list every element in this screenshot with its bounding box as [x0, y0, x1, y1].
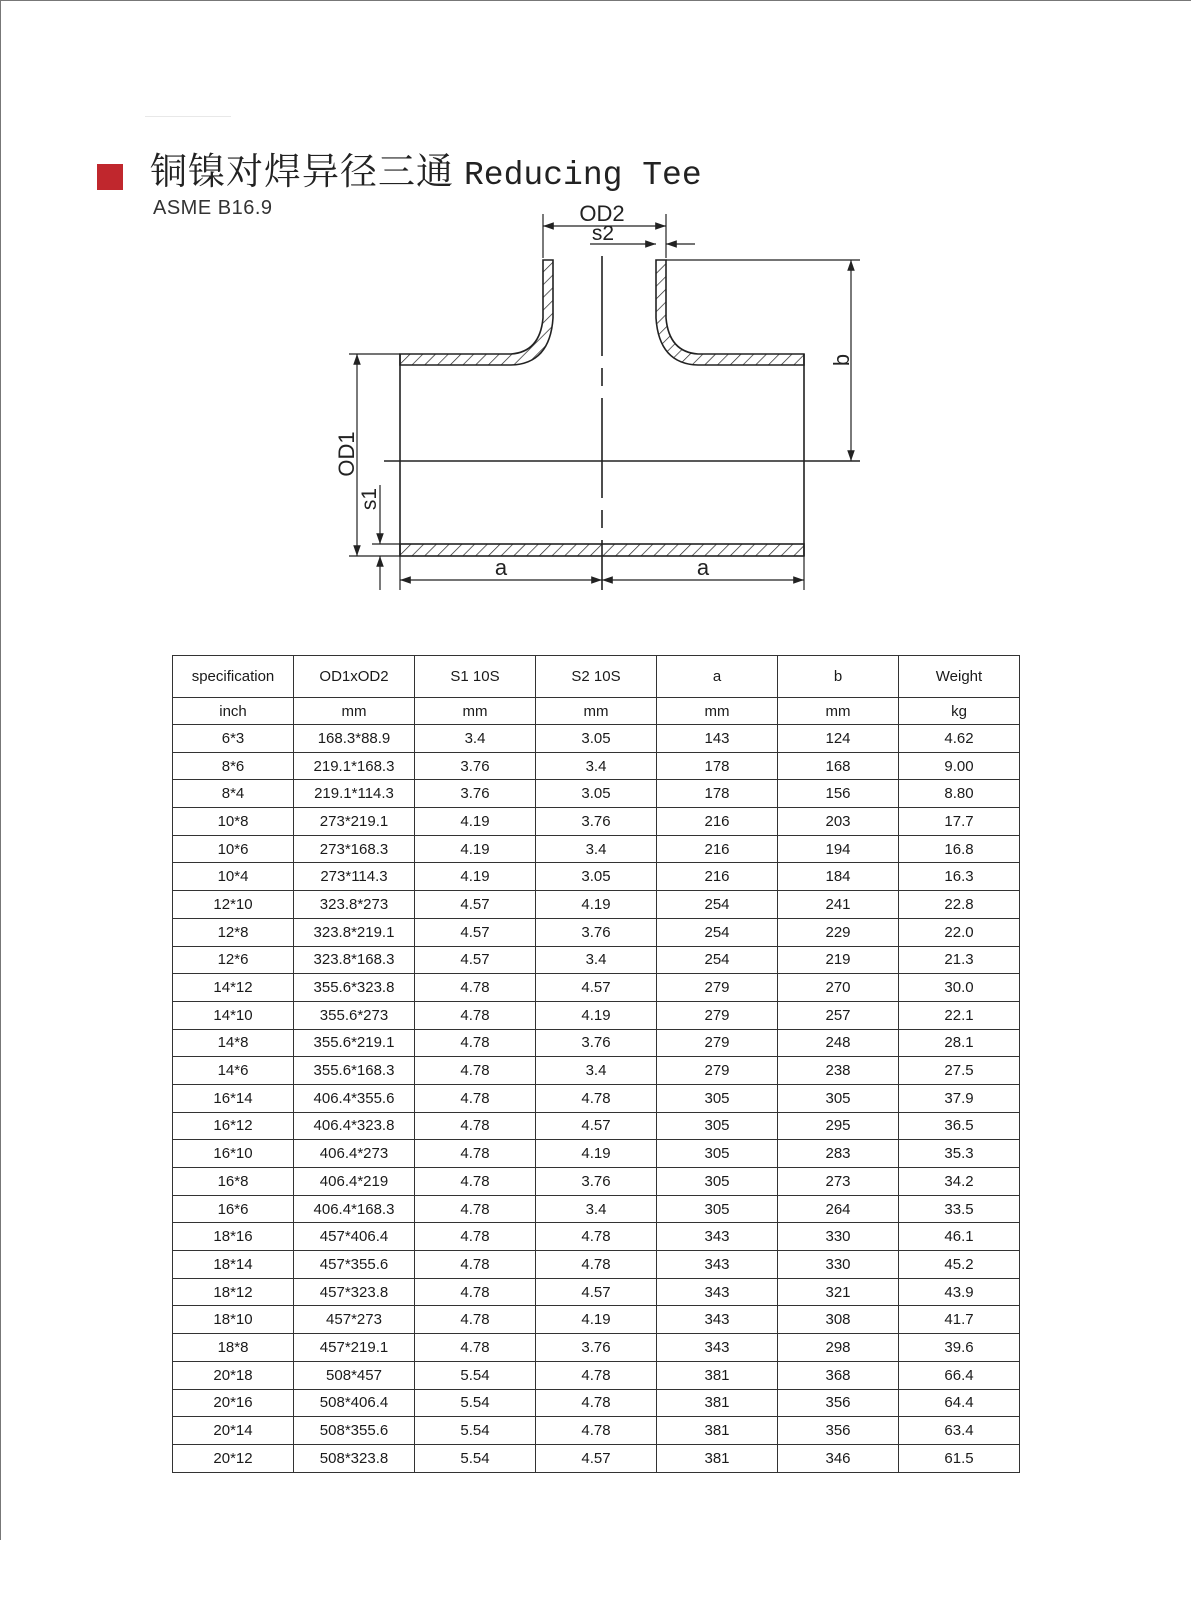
table-cell: Weight [899, 656, 1020, 698]
table-cell: 4.57 [415, 918, 536, 946]
table-cell: mm [536, 698, 657, 725]
table-cell: 273 [778, 1168, 899, 1196]
table-cell: 381 [657, 1361, 778, 1389]
table-cell: 321 [778, 1278, 899, 1306]
table-cell: 10*8 [173, 808, 294, 836]
table-cell: 16.3 [899, 863, 1020, 891]
table-cell: 219 [778, 946, 899, 974]
table-cell: 3.4 [536, 946, 657, 974]
table-row [173, 1057, 1020, 1085]
table-cell: 37.9 [899, 1084, 1020, 1112]
table-row [173, 1029, 1020, 1057]
table-cell: 298 [778, 1334, 899, 1362]
table-cell: 254 [657, 946, 778, 974]
table-cell: 28.1 [899, 1029, 1020, 1057]
table-cell: 264 [778, 1195, 899, 1223]
table-cell: S2 10S [536, 656, 657, 698]
table-cell: 4.78 [415, 1195, 536, 1223]
table-cell: 20*14 [173, 1417, 294, 1445]
table-cell: 279 [657, 1029, 778, 1057]
table-cell: 4.57 [536, 1444, 657, 1472]
table-cell: 457*406.4 [294, 1223, 415, 1251]
table-cell: 36.5 [899, 1112, 1020, 1140]
table-row [173, 1001, 1020, 1029]
table-cell: 4.78 [536, 1361, 657, 1389]
table-cell: 4.19 [415, 835, 536, 863]
table-cell: 8.80 [899, 780, 1020, 808]
table-cell: 457*355.6 [294, 1251, 415, 1279]
table-cell: 4.78 [415, 1084, 536, 1112]
table-cell: 219.1*114.3 [294, 780, 415, 808]
table-cell: 3.76 [536, 1029, 657, 1057]
table-cell: 16*8 [173, 1168, 294, 1196]
table-cell: 18*8 [173, 1334, 294, 1362]
table-cell: 22.1 [899, 1001, 1020, 1029]
table-cell: 4.78 [536, 1389, 657, 1417]
table-cell: 4.19 [536, 891, 657, 919]
table-cell: 3.4 [536, 1057, 657, 1085]
table-cell: 323.8*168.3 [294, 946, 415, 974]
table-cell: 61.5 [899, 1444, 1020, 1472]
table-cell: 3.05 [536, 780, 657, 808]
label-od2: OD2 [579, 201, 625, 226]
table-cell: 368 [778, 1361, 899, 1389]
table-cell: 406.4*323.8 [294, 1112, 415, 1140]
table-cell: 4.19 [415, 808, 536, 836]
label-a-left: a [494, 555, 508, 580]
table-cell: 22.8 [899, 891, 1020, 919]
table-cell: 18*16 [173, 1223, 294, 1251]
table-cell: 17.7 [899, 808, 1020, 836]
table-cell: 279 [657, 1057, 778, 1085]
specification-table [172, 655, 1020, 1473]
table-cell: 16*14 [173, 1084, 294, 1112]
table-cell: 406.4*355.6 [294, 1084, 415, 1112]
table-cell: 406.4*168.3 [294, 1195, 415, 1223]
table-cell: 178 [657, 752, 778, 780]
table-cell: 3.76 [536, 918, 657, 946]
label-s2: s2 [591, 222, 615, 245]
table-cell: 273*168.3 [294, 835, 415, 863]
table-cell: 343 [657, 1334, 778, 1362]
table-cell: 16.8 [899, 835, 1020, 863]
run-top-wall-left [400, 260, 553, 365]
table-row [173, 1084, 1020, 1112]
table-cell: 168.3*88.9 [294, 725, 415, 753]
table-cell: 4.78 [415, 1334, 536, 1362]
table-cell: 4.78 [415, 1001, 536, 1029]
table-cell: 343 [657, 1306, 778, 1334]
table-cell: 3.05 [536, 863, 657, 891]
table-cell: 279 [657, 974, 778, 1002]
table-cell: 5.54 [415, 1389, 536, 1417]
table-cell: 355.6*219.1 [294, 1029, 415, 1057]
table-cell: 346 [778, 1444, 899, 1472]
table-row [173, 780, 1020, 808]
table-cell: 216 [657, 863, 778, 891]
table-cell: 305 [657, 1112, 778, 1140]
table-cell: 343 [657, 1223, 778, 1251]
table-cell: 4.57 [536, 1112, 657, 1140]
table-cell: 270 [778, 974, 899, 1002]
table-cell: 20*12 [173, 1444, 294, 1472]
table-cell: 30.0 [899, 974, 1020, 1002]
table-cell: 16*12 [173, 1112, 294, 1140]
table-cell: 4.57 [536, 974, 657, 1002]
table-cell: 3.76 [415, 780, 536, 808]
table-cell: 14*8 [173, 1029, 294, 1057]
table-cell: 323.8*219.1 [294, 918, 415, 946]
table-cell: 18*14 [173, 1251, 294, 1279]
table-row [173, 835, 1020, 863]
table-row [173, 974, 1020, 1002]
table-cell: 330 [778, 1223, 899, 1251]
table-cell: 5.54 [415, 1444, 536, 1472]
table-cell: 330 [778, 1251, 899, 1279]
table-cell: 508*355.6 [294, 1417, 415, 1445]
table-cell: 194 [778, 835, 899, 863]
table-cell: 35.3 [899, 1140, 1020, 1168]
table-cell: 4.78 [415, 1251, 536, 1279]
table-cell: 216 [657, 835, 778, 863]
table-cell: 381 [657, 1444, 778, 1472]
table-cell: 457*273 [294, 1306, 415, 1334]
table-cell: 168 [778, 752, 899, 780]
table-row [173, 1140, 1020, 1168]
table-cell: 254 [657, 918, 778, 946]
table-cell: 27.5 [899, 1057, 1020, 1085]
table-cell: 508*323.8 [294, 1444, 415, 1472]
table-cell: 5.54 [415, 1361, 536, 1389]
table-cell: 4.78 [536, 1084, 657, 1112]
table-cell: a [657, 656, 778, 698]
table-cell: 355.6*323.8 [294, 974, 415, 1002]
table-cell: 22.0 [899, 918, 1020, 946]
table-cell: mm [294, 698, 415, 725]
title-chinese: 铜镍对焊异径三通 [150, 150, 454, 193]
table-cell: 457*219.1 [294, 1334, 415, 1362]
table-row [173, 1278, 1020, 1306]
table-cell: OD1xOD2 [294, 656, 415, 698]
table-cell: 4.78 [415, 974, 536, 1002]
reducing-tee-drawing [0, 0, 1191, 610]
table-cell: 248 [778, 1029, 899, 1057]
table-cell: 4.78 [415, 1057, 536, 1085]
table-cell: 229 [778, 918, 899, 946]
table-cell: 4.78 [415, 1140, 536, 1168]
table-cell: 6*3 [173, 725, 294, 753]
table-cell: 4.78 [536, 1223, 657, 1251]
table-cell: 343 [657, 1251, 778, 1279]
table-cell: 295 [778, 1112, 899, 1140]
table-row [173, 1389, 1020, 1417]
label-s1: s1 [358, 487, 381, 511]
table-row [173, 1334, 1020, 1362]
table-cell: 4.78 [415, 1168, 536, 1196]
table-cell: 156 [778, 780, 899, 808]
table-row [173, 1444, 1020, 1472]
table-cell: 10*6 [173, 835, 294, 863]
label-a-right: a [696, 555, 710, 580]
table-row [173, 1417, 1020, 1445]
table-cell: 33.5 [899, 1195, 1020, 1223]
table-cell: 4.62 [899, 725, 1020, 753]
table-cell: 45.2 [899, 1251, 1020, 1279]
table-cell: 4.78 [415, 1223, 536, 1251]
table-cell: mm [415, 698, 536, 725]
table-cell: 124 [778, 725, 899, 753]
table-cell: 3.05 [536, 725, 657, 753]
table-row [173, 918, 1020, 946]
table-cell: 18*12 [173, 1278, 294, 1306]
table-cell: 14*12 [173, 974, 294, 1002]
table-cell: 406.4*273 [294, 1140, 415, 1168]
table-units-row [173, 698, 1020, 725]
table-cell: 508*406.4 [294, 1389, 415, 1417]
table-row [173, 946, 1020, 974]
table-row [173, 891, 1020, 919]
table-cell: 273*114.3 [294, 863, 415, 891]
label-od1: OD1 [334, 431, 359, 477]
table-cell: 238 [778, 1057, 899, 1085]
table-row [173, 1251, 1020, 1279]
table-cell: inch [173, 698, 294, 725]
table-cell: 305 [657, 1084, 778, 1112]
table-cell: 254 [657, 891, 778, 919]
table-cell: 279 [657, 1001, 778, 1029]
table-cell: 216 [657, 808, 778, 836]
table-cell: 4.57 [415, 946, 536, 974]
table-row [173, 1361, 1020, 1389]
label-b: b [829, 353, 854, 367]
table-cell: mm [657, 698, 778, 725]
table-cell: 4.57 [415, 891, 536, 919]
table-cell: 3.76 [536, 808, 657, 836]
table-cell: 305 [778, 1084, 899, 1112]
table-cell: 4.78 [415, 1278, 536, 1306]
table-row [173, 1168, 1020, 1196]
table-cell: 20*16 [173, 1389, 294, 1417]
table-cell: 9.00 [899, 752, 1020, 780]
table-row [173, 808, 1020, 836]
table-cell: 14*6 [173, 1057, 294, 1085]
table-cell: 63.4 [899, 1417, 1020, 1445]
table-cell: 3.76 [536, 1334, 657, 1362]
table-cell: 41.7 [899, 1306, 1020, 1334]
table-cell: 457*323.8 [294, 1278, 415, 1306]
table-cell: 355.6*273 [294, 1001, 415, 1029]
table-cell: 508*457 [294, 1361, 415, 1389]
table-cell: 4.19 [536, 1001, 657, 1029]
table-cell: 3.76 [415, 752, 536, 780]
table-cell: 356 [778, 1417, 899, 1445]
table-cell: 66.4 [899, 1361, 1020, 1389]
table-cell: 20*18 [173, 1361, 294, 1389]
table-cell: 305 [657, 1140, 778, 1168]
table-cell: 308 [778, 1306, 899, 1334]
table-cell: 14*10 [173, 1001, 294, 1029]
table-row [173, 725, 1020, 753]
table-cell: 18*10 [173, 1306, 294, 1334]
table-cell: 8*4 [173, 780, 294, 808]
table-cell: 64.4 [899, 1389, 1020, 1417]
table-cell: 143 [657, 725, 778, 753]
table-cell: 184 [778, 863, 899, 891]
title-english: Reducing Tee [464, 157, 702, 194]
table-cell: 12*8 [173, 918, 294, 946]
table-cell: b [778, 656, 899, 698]
table-cell: 4.19 [536, 1140, 657, 1168]
table-header-row [173, 656, 1020, 698]
table-cell: 219.1*168.3 [294, 752, 415, 780]
table-cell: 39.6 [899, 1334, 1020, 1362]
table-cell: 305 [657, 1168, 778, 1196]
table-cell: 21.3 [899, 946, 1020, 974]
table-cell: 3.4 [415, 725, 536, 753]
table-cell: 178 [657, 780, 778, 808]
table-cell: 12*10 [173, 891, 294, 919]
table-cell: 305 [657, 1195, 778, 1223]
table-cell: 5.54 [415, 1417, 536, 1445]
table-cell: 16*6 [173, 1195, 294, 1223]
table-row [173, 1112, 1020, 1140]
standard-label: ASME B16.9 [153, 197, 273, 219]
table-cell: 4.78 [415, 1112, 536, 1140]
table-row [173, 752, 1020, 780]
table-cell: 4.78 [415, 1306, 536, 1334]
table-cell: 46.1 [899, 1223, 1020, 1251]
table-cell: 406.4*219 [294, 1168, 415, 1196]
table-cell: 283 [778, 1140, 899, 1168]
table-cell: 4.78 [536, 1417, 657, 1445]
table-cell: 241 [778, 891, 899, 919]
table-cell: mm [778, 698, 899, 725]
table-cell: 16*10 [173, 1140, 294, 1168]
table-cell: 381 [657, 1417, 778, 1445]
run-top-wall-right [656, 260, 804, 365]
table-cell: 4.78 [415, 1029, 536, 1057]
table-cell: kg [899, 698, 1020, 725]
table-cell: 4.57 [536, 1278, 657, 1306]
table-cell: 257 [778, 1001, 899, 1029]
table-cell: 3.76 [536, 1168, 657, 1196]
table-cell: 43.9 [899, 1278, 1020, 1306]
table-cell: S1 10S [415, 656, 536, 698]
table-cell: specification [173, 656, 294, 698]
table-cell: 273*219.1 [294, 808, 415, 836]
table-cell: 343 [657, 1278, 778, 1306]
table-cell: 4.19 [415, 863, 536, 891]
table-row [173, 863, 1020, 891]
table-cell: 203 [778, 808, 899, 836]
table-cell: 10*4 [173, 863, 294, 891]
table-cell: 356 [778, 1389, 899, 1417]
table-cell: 323.8*273 [294, 891, 415, 919]
table-cell: 3.4 [536, 835, 657, 863]
table-cell: 355.6*168.3 [294, 1057, 415, 1085]
table-row [173, 1306, 1020, 1334]
table-row [173, 1195, 1020, 1223]
table-cell: 8*6 [173, 752, 294, 780]
table-cell: 3.4 [536, 752, 657, 780]
table-cell: 4.78 [536, 1251, 657, 1279]
table-row [173, 1223, 1020, 1251]
table-cell: 3.4 [536, 1195, 657, 1223]
table-cell: 34.2 [899, 1168, 1020, 1196]
table-cell: 12*6 [173, 946, 294, 974]
table-cell: 381 [657, 1389, 778, 1417]
table-cell: 4.19 [536, 1306, 657, 1334]
